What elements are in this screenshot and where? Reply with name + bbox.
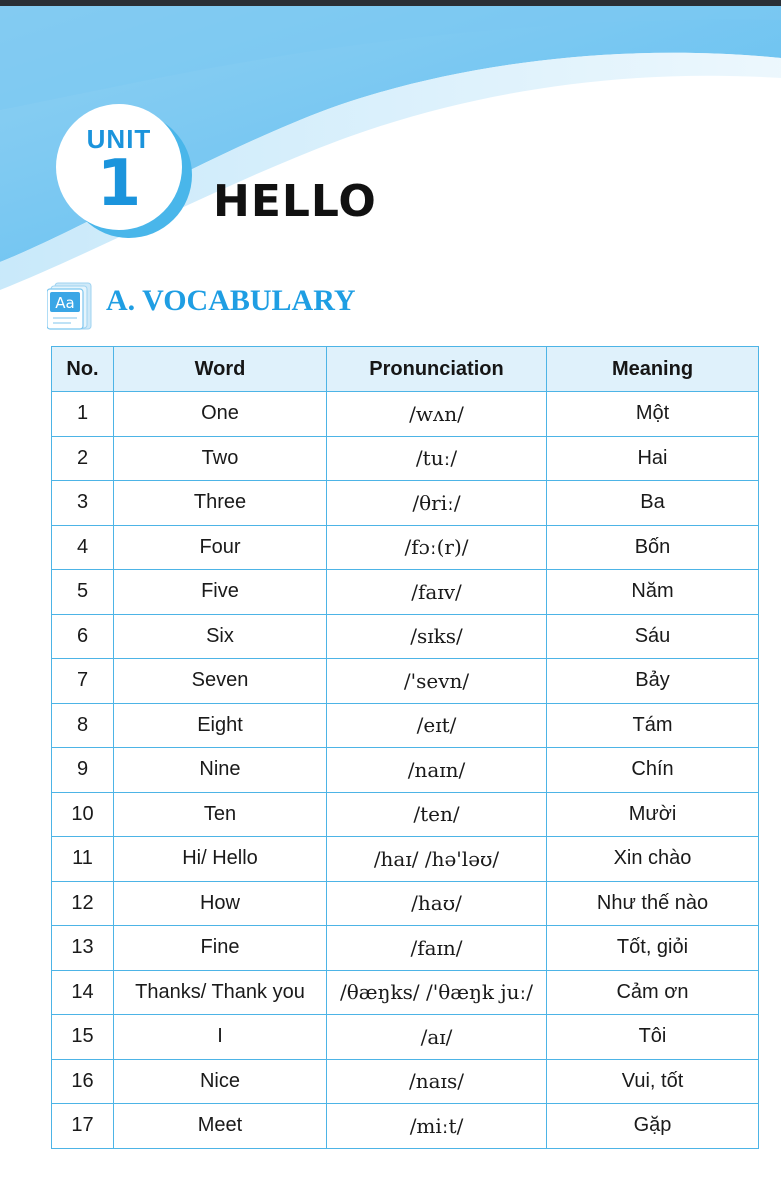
table-row xyxy=(52,881,759,926)
cell-meaning: Vui, tốt xyxy=(547,1059,759,1104)
header-no: No. xyxy=(52,347,114,392)
table-row xyxy=(52,436,759,481)
cell-pronunciation: /naɪn/ xyxy=(327,748,547,793)
table-row xyxy=(52,1104,759,1149)
cell-word: Fine xyxy=(114,926,327,971)
cell-pronunciation: /tuː/ xyxy=(327,436,547,481)
cell-pronunciation: /miːt/ xyxy=(327,1104,547,1149)
cell-pronunciation: /wʌn/ xyxy=(327,392,547,437)
cell-pronunciation: /θæŋks/ /'θæŋk juː/ xyxy=(327,970,547,1015)
cell-word: Meet xyxy=(114,1104,327,1149)
cell-word: Nice xyxy=(114,1059,327,1104)
cell-no: 16 xyxy=(52,1059,114,1104)
svg-text:Aa: Aa xyxy=(55,294,75,312)
header-meaning: Meaning xyxy=(547,347,759,392)
cell-word: Three xyxy=(114,481,327,526)
vocabulary-table xyxy=(51,346,759,1149)
font-card-icon xyxy=(47,281,93,331)
cell-no: 1 xyxy=(52,392,114,437)
section-title: A. VOCABULARY xyxy=(106,284,356,317)
cell-meaning: Bốn xyxy=(547,525,759,570)
cell-no: 13 xyxy=(52,926,114,971)
table-header-row xyxy=(52,347,759,392)
header-word: Word xyxy=(114,347,327,392)
cell-word: Thanks/ Thank you xyxy=(114,970,327,1015)
cell-pronunciation: /'sevn/ xyxy=(327,659,547,704)
cell-word: Eight xyxy=(114,703,327,748)
cell-no: 2 xyxy=(52,436,114,481)
cell-meaning: Tám xyxy=(547,703,759,748)
table-row xyxy=(52,392,759,437)
cell-word: Nine xyxy=(114,748,327,793)
cell-no: 9 xyxy=(52,748,114,793)
table-row xyxy=(52,659,759,704)
cell-pronunciation: /ten/ xyxy=(327,792,547,837)
cell-pronunciation: /sɪks/ xyxy=(327,614,547,659)
cell-no: 12 xyxy=(52,881,114,926)
table-row xyxy=(52,970,759,1015)
cell-word: Six xyxy=(114,614,327,659)
cell-pronunciation: /faɪn/ xyxy=(327,926,547,971)
cell-word: Seven xyxy=(114,659,327,704)
cell-meaning: Năm xyxy=(547,570,759,615)
cell-pronunciation: /eɪt/ xyxy=(327,703,547,748)
table-row xyxy=(52,926,759,971)
unit-label: UNIT xyxy=(86,124,152,154)
cell-pronunciation: /haʊ/ xyxy=(327,881,547,926)
cell-pronunciation: /fɔː(r)/ xyxy=(327,525,547,570)
table-row xyxy=(52,1059,759,1104)
cell-pronunciation: /haɪ/ /hə'ləʊ/ xyxy=(327,837,547,882)
cell-word: Ten xyxy=(114,792,327,837)
cell-word: How xyxy=(114,881,327,926)
cell-no: 5 xyxy=(52,570,114,615)
cell-meaning: Ba xyxy=(547,481,759,526)
header-pronunciation: Pronunciation xyxy=(327,347,547,392)
cell-no: 15 xyxy=(52,1015,114,1060)
cell-word: One xyxy=(114,392,327,437)
cell-meaning: Hai xyxy=(547,436,759,481)
cell-meaning: Như thế nào xyxy=(547,881,759,926)
table-row xyxy=(52,525,759,570)
table-row xyxy=(52,570,759,615)
cell-meaning: Cảm ơn xyxy=(547,970,759,1015)
cell-word: Five xyxy=(114,570,327,615)
table-row xyxy=(52,837,759,882)
cell-pronunciation: /naɪs/ xyxy=(327,1059,547,1104)
cell-no: 17 xyxy=(52,1104,114,1149)
unit-badge xyxy=(56,104,182,230)
cell-meaning: Xin chào xyxy=(547,837,759,882)
cell-no: 14 xyxy=(52,970,114,1015)
cell-meaning: Sáu xyxy=(547,614,759,659)
cell-no: 6 xyxy=(52,614,114,659)
table-row xyxy=(52,792,759,837)
cell-pronunciation: /faɪv/ xyxy=(327,570,547,615)
cell-meaning: Mười xyxy=(547,792,759,837)
cell-word: I xyxy=(114,1015,327,1060)
cell-no: 7 xyxy=(52,659,114,704)
table-row xyxy=(52,614,759,659)
cell-pronunciation: /θriː/ xyxy=(327,481,547,526)
cell-meaning: Tốt, giỏi xyxy=(547,926,759,971)
table-row xyxy=(52,481,759,526)
cell-no: 3 xyxy=(52,481,114,526)
cell-word: Hi/ Hello xyxy=(114,837,327,882)
unit-number: 1 xyxy=(96,147,142,221)
table-row xyxy=(52,748,759,793)
unit-title: HELLO xyxy=(213,176,377,227)
cell-meaning: Chín xyxy=(547,748,759,793)
cell-meaning: Tôi xyxy=(547,1015,759,1060)
cell-no: 8 xyxy=(52,703,114,748)
table-row xyxy=(52,703,759,748)
cell-meaning: Gặp xyxy=(547,1104,759,1149)
cell-word: Two xyxy=(114,436,327,481)
cell-no: 4 xyxy=(52,525,114,570)
cell-meaning: Bảy xyxy=(547,659,759,704)
cell-pronunciation: /aɪ/ xyxy=(327,1015,547,1060)
cell-no: 10 xyxy=(52,792,114,837)
cell-no: 11 xyxy=(52,837,114,882)
table-row xyxy=(52,1015,759,1060)
cell-word: Four xyxy=(114,525,327,570)
cell-meaning: Một xyxy=(547,392,759,437)
